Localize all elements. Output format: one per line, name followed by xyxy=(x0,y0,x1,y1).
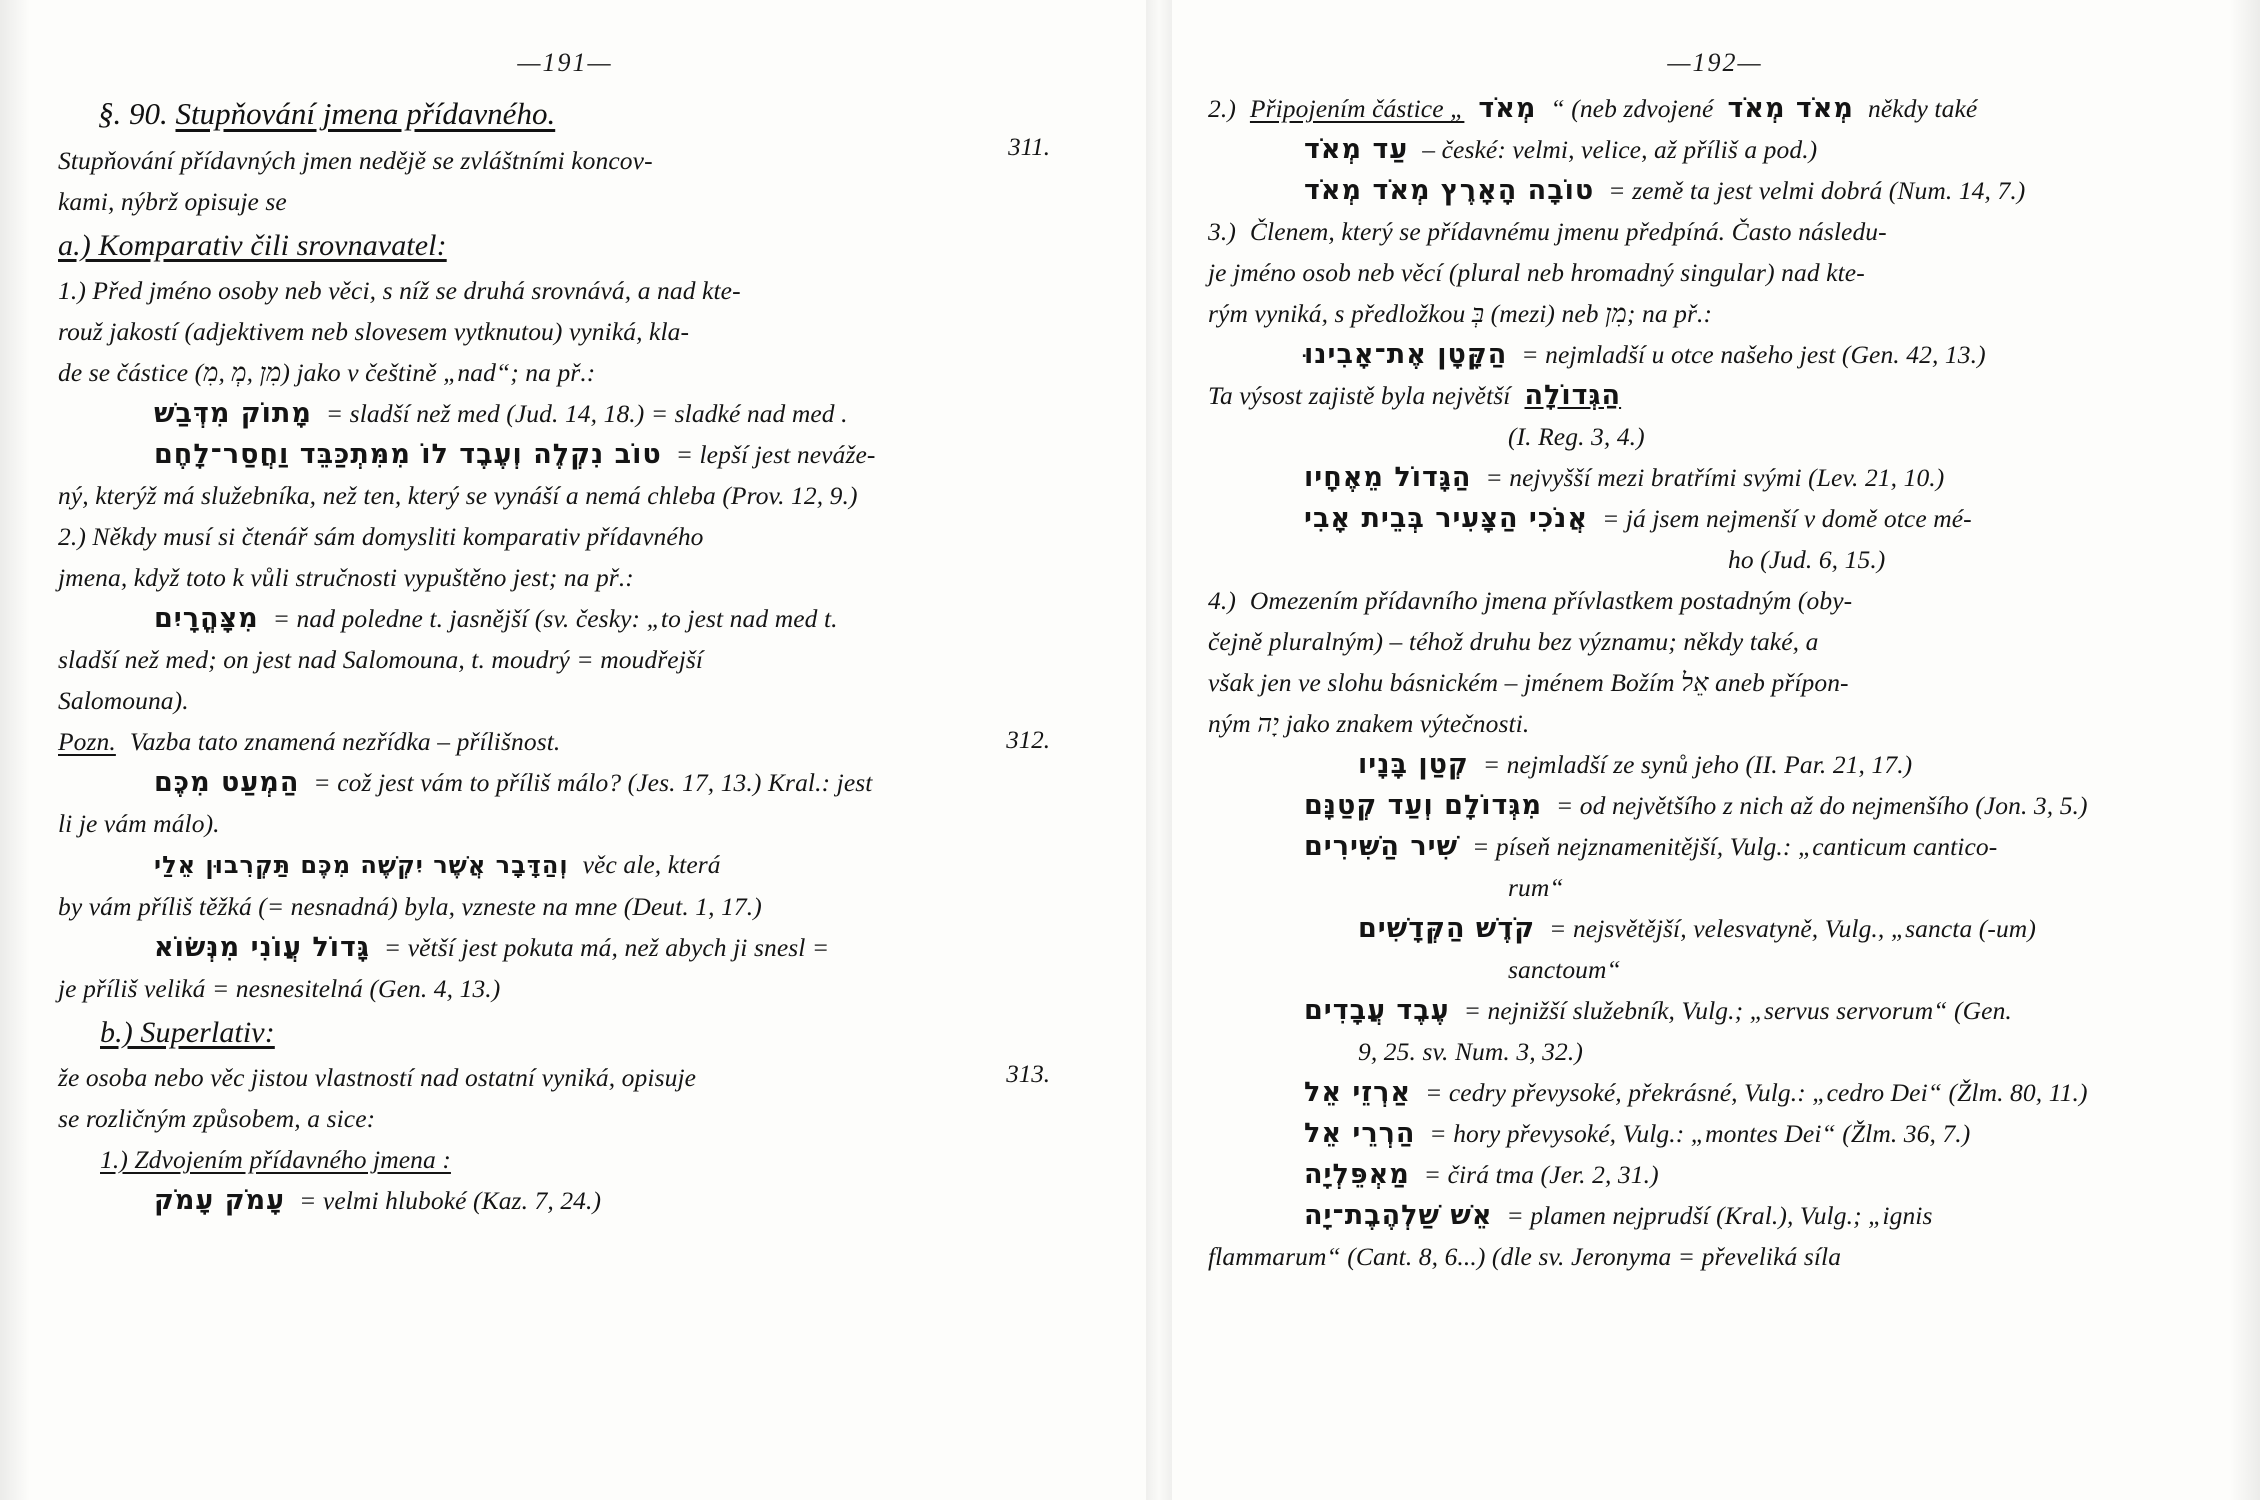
hebrew-phrase: וְהַדָּבָר אֲשֶׁר יִקְשֶׁה מִכֶּם תַּקְרִבוּן אֵלַי xyxy=(154,851,569,879)
hebrew-phrase: הַגָּדוֹל מֵאֶחָיו xyxy=(1304,462,1472,493)
example-row xyxy=(58,434,1050,475)
example-continuation xyxy=(1208,416,2200,457)
czech-gloss: Ta výsost zajistě byla největší xyxy=(1208,381,1511,410)
czech-gloss: = sladší než med (Jud. 14, 18.) = sladké nad med . xyxy=(325,399,848,428)
czech-gloss: ho (Jud. 6, 15.) xyxy=(1728,545,1886,574)
paragraph-line xyxy=(58,516,1050,557)
czech-gloss: = což jest vám to příliš málo? (Jes. 17, 13.) Kral.: jest xyxy=(313,768,873,797)
item-2-line-2 xyxy=(1208,129,2200,170)
left-page-body xyxy=(40,88,1090,1221)
citation: (I. Reg. 3, 4.) xyxy=(1508,422,1645,451)
section-title: Stupňování jmena přídavného. xyxy=(175,96,556,131)
item-3-line-3 xyxy=(1208,293,2200,334)
line-text: však jen ve slohu básnickém – jménem Božím אֵל aneb přípon- xyxy=(1208,668,1849,697)
hebrew-phrase: מַאְפֵּלְיָה xyxy=(1304,1159,1410,1190)
czech-gloss: = nejsvětější, velesvatyně, Vulg., „sancta (-um) xyxy=(1549,914,2036,943)
czech-gloss: = od největšího z nich až do nejmenšího (Jon. 3, 5.) xyxy=(1556,791,2088,820)
line-text: jmena, když toto k vůli stručnosti vypuštěno jest; na př.: xyxy=(58,563,634,592)
line-text: de se částice (מִן ,מְ ,מִ) jako v češtině „nad“; na př.: xyxy=(58,358,596,387)
czech-gloss: rum“ xyxy=(1508,873,1564,902)
czech-gloss: = země ta jest velmi dobrá (Num. 14, 7.) xyxy=(1608,176,2026,205)
item-lead: Připojením částice „ xyxy=(1249,94,1465,123)
example-row xyxy=(1208,1072,2200,1113)
line-text: a.) Komparativ čili srovnavatel: xyxy=(58,229,447,262)
hebrew-phrase: קְטַן בָּנָיו xyxy=(1358,749,1469,780)
paragraph-line xyxy=(58,1098,1050,1139)
item-number: 4.) xyxy=(1208,586,1236,615)
hebrew-phrase: עֶבֶד עֲבָדִים xyxy=(1304,995,1450,1026)
line-text: b.) Superlativ: xyxy=(100,1016,275,1049)
line-text: že osoba nebo věc jistou vlastností nad ostatní vyniká, opisuje xyxy=(58,1063,697,1092)
paragraph-line xyxy=(58,270,1050,311)
left-page xyxy=(40,0,1090,1500)
hebrew-phrase: מִצָּהֳרָיִם xyxy=(154,603,259,634)
book-gutter-shadow xyxy=(1146,0,1172,1500)
numbered-item-2 xyxy=(1208,88,2200,129)
czech-gloss: – české: velmi, velice, až příliš a pod.) xyxy=(1422,135,1818,164)
czech-gloss: = nejmladší u otce našeho jest (Gen. 42, 13.) xyxy=(1521,340,1986,369)
hebrew-phrase: קֹדֶשׁ הַקְּדָשִׁים xyxy=(1358,913,1536,944)
hebrew-phrase: טוֹב נִקְלֶה וְעֶבֶד לוֹ מִמִּתְכַּבֵּד וַחֲסַר־לָחֶם xyxy=(154,439,662,470)
czech-gloss: Salomouna). xyxy=(58,686,189,715)
czech-gloss: sladší než med; on jest nad Salomouna, t. moudrý = moudřejší xyxy=(58,645,704,674)
czech-gloss: = větší jest pokuta má, než abych ji snesl = xyxy=(383,933,830,962)
example-row xyxy=(58,762,1050,803)
czech-gloss: = velmi hluboké (Kaz. 7, 24.) xyxy=(299,1186,602,1215)
hebrew-phrase: מְאֹד xyxy=(1478,93,1537,124)
czech-gloss: = plamen nejprudší (Kral.), Vulg.; „ignis xyxy=(1506,1201,1933,1230)
example-row xyxy=(58,927,1050,968)
example-continuation xyxy=(1208,949,2200,990)
numbered-item-4 xyxy=(1208,580,2200,621)
czech-gloss: = čirá tma (Jer. 2, 31.) xyxy=(1423,1160,1659,1189)
margin-number-312: 312. xyxy=(1006,727,1050,754)
item-text: Omezením přídavního jmena přívlastkem postadným (oby- xyxy=(1249,586,1853,615)
example-row xyxy=(1208,1195,2200,1236)
example-continuation xyxy=(1208,867,2200,908)
czech-gloss: = nejnižší služebník, Vulg.; „servus servorum“ (Gen. xyxy=(1463,996,2012,1025)
scan-edge-shadow-left xyxy=(0,0,30,1500)
item-4-line-3 xyxy=(1208,662,2200,703)
item-number: 3.) xyxy=(1208,217,1236,246)
hebrew-phrase: אֲנֹכִי הַצָּעִיר בְּבֵית אָבִי xyxy=(1304,503,1589,534)
subsection-heading-superlative xyxy=(58,1009,1050,1057)
line-text: rým vyniká, s předložkou בְּ (mezi) neb מִן; na př.: xyxy=(1208,299,1713,328)
hebrew-phrase: עָמֹק עָמֹק xyxy=(154,1185,286,1216)
line-text: ným יָה jako znakem výtečnosti. xyxy=(1208,709,1530,738)
hebrew-phrase: אֵשׁ שַׁלְהֶבֶת־יָה xyxy=(1304,1200,1493,1231)
line-text: Stupňování přídavných jmen nedějě se zvláštními koncov- xyxy=(58,146,653,175)
item-4-line-2 xyxy=(1208,621,2200,662)
czech-gloss: li je vám málo). xyxy=(58,809,220,838)
line-text: čejně pluralným) – téhož druhu bez významu; někdy také, a xyxy=(1208,627,1819,656)
margin-number-313: 313. xyxy=(1006,1061,1050,1088)
example-row xyxy=(1208,826,2200,867)
hebrew-phrase: אַרְזֵי אֵל xyxy=(1304,1077,1412,1108)
example-row xyxy=(1208,170,2200,211)
item-number: 2.) xyxy=(1208,94,1236,123)
example-row xyxy=(1208,498,2200,539)
item-3-line-2 xyxy=(1208,252,2200,293)
example-row xyxy=(58,393,1050,434)
page-number-right: —192— xyxy=(1667,48,1763,77)
line-text: se rozličným způsobem, a sice: xyxy=(58,1104,376,1133)
item-4-line-4 xyxy=(1208,703,2200,744)
example-row xyxy=(1208,457,2200,498)
czech-gloss: = nejvyšší mezi bratřími svými (Lev. 21, 10.) xyxy=(1485,463,1945,492)
note-text: Vazba tato znamená nezřídka – přílišnost. xyxy=(129,727,561,756)
example-row xyxy=(58,844,1050,886)
subsection-heading-comparative xyxy=(58,222,1050,270)
hebrew-phrase: טוֹבָה הָאָרֶץ מְאֹד מְאֹד xyxy=(1304,175,1595,206)
czech-gloss: = cedry převysoké, překrásné, Vulg.: „cedro Dei“ (Žlm. 80, 11.) xyxy=(1425,1078,2088,1107)
example-continuation xyxy=(58,968,1050,1009)
example-continuation xyxy=(58,886,1050,927)
example-row xyxy=(1208,334,2200,375)
czech-gloss: = lepší jest nevážе- xyxy=(675,440,876,469)
line-text: kami, nýbrž opisuje se xyxy=(58,187,287,216)
czech-gloss: flammarum“ (Cant. 8, 6...) (dle sv. Jeronyma = převeliká síla xyxy=(1208,1242,1842,1271)
section-number: §. 90. xyxy=(98,96,168,131)
hebrew-phrase: מְאֹד מְאֹד xyxy=(1727,93,1854,124)
czech-gloss: = hory převysoké, Vulg.: „montes Dei“ (Žlm. 36, 7.) xyxy=(1429,1119,1971,1148)
paragraph-line xyxy=(58,140,1050,181)
example-continuation xyxy=(1208,539,2200,580)
example-row xyxy=(58,598,1050,639)
czech-gloss: 9, 25. sv. Num. 3, 32.) xyxy=(1358,1037,1583,1066)
example-row xyxy=(1208,744,2200,785)
example-row xyxy=(1208,785,2200,826)
margin-number-311: 311. xyxy=(1008,134,1050,161)
section-heading xyxy=(58,88,1050,140)
czech-gloss: je příliš veliká = nesnesitelná (Gen. 4, 13.) xyxy=(58,974,501,1003)
czech-gloss: = píseň nejznamenitější, Vulg.: „canticum cantico- xyxy=(1472,832,1998,861)
hebrew-phrase: הַקָּטָן אֶת־אָבִינוּ xyxy=(1304,339,1508,370)
item-text: Členem, který se přídavnému jmenu předpíná. Často následu- xyxy=(1249,217,1887,246)
example-row xyxy=(1208,375,2200,416)
czech-gloss: = nad poledne t. jasnější (sv. česky: „to jest nad med t. xyxy=(272,604,838,633)
paragraph-line xyxy=(58,352,1050,393)
line-text: je jméno osob neb věcí (plural neb hromadný singular) nad kte- xyxy=(1208,258,1865,287)
czech-gloss: věc ale, která xyxy=(582,850,721,879)
note-line xyxy=(58,721,1050,762)
example-row xyxy=(1208,1113,2200,1154)
czech-gloss: = já jsem nejmenší v domě otce mé- xyxy=(1602,504,1972,533)
hebrew-phrase: מָתוֹק מִדְּבַשׁ xyxy=(154,398,312,429)
hebrew-phrase: הַרְרֵי אֵל xyxy=(1304,1118,1416,1149)
example-continuation xyxy=(58,680,1050,721)
czech-gloss: ný, kterýž má služebníka, než ten, který se vynáší a nemá chleba (Prov. 12, 9.) xyxy=(58,481,858,510)
example-continuation xyxy=(58,475,1050,516)
example-row xyxy=(58,1180,1050,1221)
page-number-left: —191— xyxy=(517,48,613,77)
hebrew-phrase: גָּדוֹל עֲוֹנִי מִנְּשׂוֹא xyxy=(154,932,370,963)
numbered-item-3 xyxy=(1208,211,2200,252)
hebrew-phrase: שִׁיר הַשִּׁירִים xyxy=(1304,831,1459,862)
right-page-body xyxy=(1190,88,2240,1277)
paragraph-line xyxy=(58,181,1050,222)
hebrew-phrase: עַד מְאֹד xyxy=(1304,134,1409,165)
example-continuation xyxy=(1208,1236,2200,1277)
item-text: “ (neb zdvojené xyxy=(1550,94,1714,123)
line-text: 1.) Zdvojením přídavného jmena : xyxy=(100,1145,451,1174)
paragraph-line xyxy=(58,1057,1050,1098)
line-text: 1.) Před jméno osoby neb věci, s níž se druhá srovnává, a nad kte- xyxy=(58,276,741,305)
czech-gloss: sanctoum“ xyxy=(1508,955,1621,984)
line-text: rouž jakostí (adjektivem neb slovesem vytknutou) vyniká, kla- xyxy=(58,317,690,346)
example-row xyxy=(1208,990,2200,1031)
paragraph-line xyxy=(58,557,1050,598)
item-text: někdy také xyxy=(1867,94,1978,123)
example-continuation xyxy=(1208,1031,2200,1072)
example-continuation xyxy=(58,803,1050,844)
paragraph-line xyxy=(58,1139,1050,1180)
line-text: 2.) Někdy musí si čtenář sám domysliti komparativ přídavného xyxy=(58,522,704,551)
example-row xyxy=(1208,1154,2200,1195)
example-row xyxy=(1208,908,2200,949)
note-label: Pozn. xyxy=(58,727,116,756)
czech-gloss: = nejmladší ze synů jeho (II. Par. 21, 17.) xyxy=(1482,750,1913,779)
example-continuation xyxy=(58,639,1050,680)
paragraph-line xyxy=(58,311,1050,352)
hebrew-phrase: הַגְּדוֹלָה xyxy=(1524,380,1622,411)
hebrew-phrase: הַמְעַט מִכֶּם xyxy=(154,767,300,798)
hebrew-phrase: מִגְּדוֹלָם וְעַד קְטַנָּם xyxy=(1304,790,1543,821)
right-page xyxy=(1190,0,2240,1500)
czech-gloss: by vám příliš těžká (= nesnadná) byla, vzneste na mne (Deut. 1, 17.) xyxy=(58,892,762,921)
